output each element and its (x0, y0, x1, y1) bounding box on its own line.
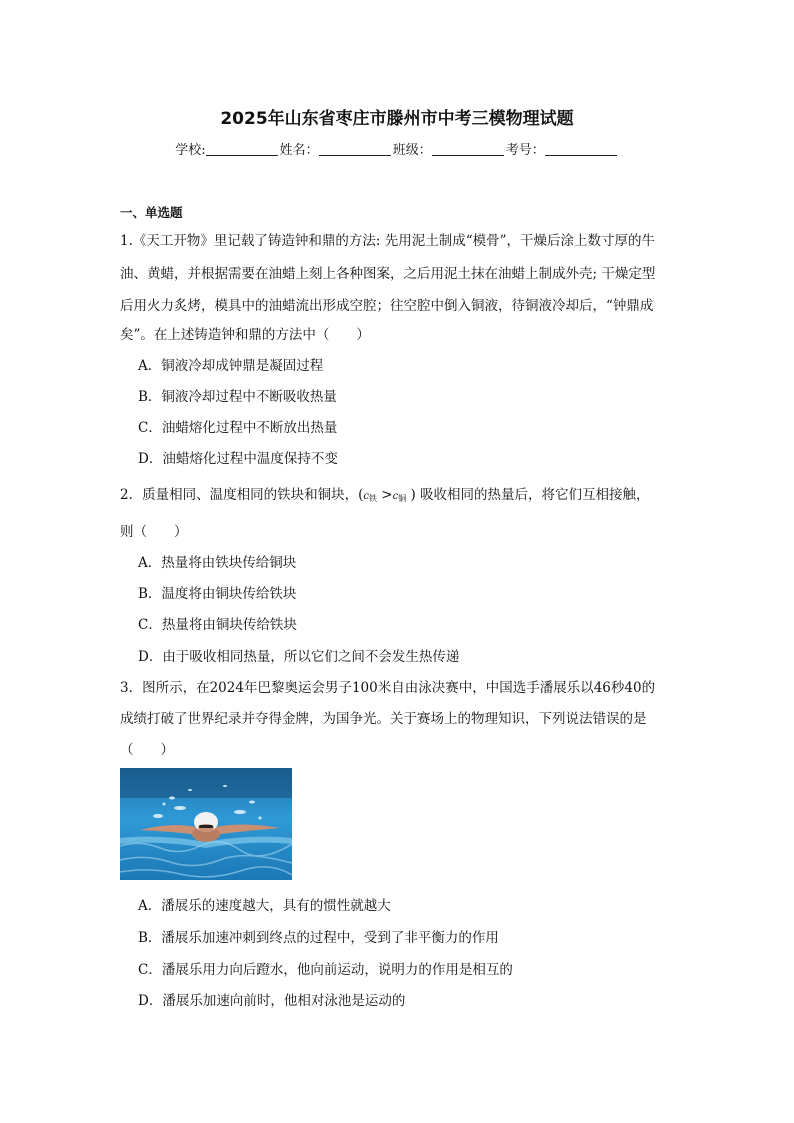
school-label: 学校: (175, 143, 206, 158)
q3-line-1: 3．图所示，在2024年巴黎奥运会男子100米自由泳决赛中，中国选手潘展乐以46秒40的 (120, 680, 656, 696)
class-label: 班级： (392, 143, 432, 158)
q3-line-2: 成绩打破了世界纪录并夺得金牌，为国争光。关于赛场上的物理知识，下列说法错误的是 (120, 711, 647, 727)
exam-no-label: 考号： (505, 143, 545, 158)
q2-option-a: A．热量将由铁块传给铜块 (138, 555, 297, 571)
section-heading: 一、单选题 (120, 205, 183, 220)
c-copper-subscript: 铜 (398, 494, 407, 503)
name-label: 姓名： (279, 143, 319, 158)
q3-line-3: （ ） (120, 742, 174, 758)
c-iron-subscript: 铁 (368, 494, 377, 503)
page-title: 2025年山东省枣庄市滕州市中考三模物理试题 (220, 109, 574, 129)
q1-option-b: B．铜液冷却过程中不断吸收热量 (138, 389, 337, 405)
q2-option-d: D．由于吸收相同热量，所以它们之间不会发生热传递 (138, 649, 460, 665)
q1-option-c: C．油蜡熔化过程中不断放出热量 (138, 420, 338, 436)
q3-option-c: C．潘展乐用力向后蹬水，他向前运动，说明力的作用是相互的 (138, 962, 513, 978)
q2-line-1 (120, 483, 680, 504)
q2-text-before: 2．质量相同、温度相同的铁块和铜块，( (120, 487, 364, 503)
q1-line-1: 1.《天工开物》里记载了铸造钟和鼎的方法: 先用泥土制成“模骨”，干燥后涂上数寸厚的牛 (120, 233, 656, 249)
q1-option-a: A．铜液冷却成钟鼎是凝固过程 (138, 358, 324, 374)
student-info-line (0, 139, 794, 158)
c-iron-symbol: c (363, 491, 369, 502)
q2-option-c: C．热量将由铜块传给铁块 (138, 617, 297, 633)
q2-line-2: 则（ ） (120, 524, 188, 540)
school-blank[interactable] (206, 143, 278, 156)
swimmer-photo (120, 768, 292, 880)
name-blank[interactable] (319, 143, 391, 156)
c-copper-symbol: c (392, 491, 399, 502)
q3-option-d: D．潘展乐加速向前时，他相对泳池是运动的 (138, 993, 406, 1009)
q1-line-4: 矣”。在上述铸造钟和鼎的方法中（ ） (120, 327, 370, 343)
goggles (199, 825, 213, 828)
q1-line-2: 油、黄蜡，并根据需要在油蜡上刻上各种图案，之后用泥土抹在油蜡上制成外壳; 干燥定型 (120, 266, 656, 282)
exam-no-blank[interactable] (545, 143, 617, 156)
q3-option-b: B．潘展乐加速冲刺到终点的过程中，受到了非平衡力的作用 (138, 930, 499, 946)
q2-text-after: ) 吸收相同的热量后，将它们互相接触， (406, 487, 650, 503)
q3-option-a: A．潘展乐的速度越大，具有的惯性就越大 (138, 898, 391, 914)
class-blank[interactable] (432, 143, 504, 156)
q2-option-b: B．温度将由铜块传给铁块 (138, 586, 297, 602)
greater-than: > (376, 487, 393, 503)
swimmer-illustration (120, 768, 292, 880)
q1-option-d: D．油蜡熔化过程中温度保持不变 (138, 451, 338, 467)
pool-wall (120, 768, 292, 798)
q1-line-3: 后用火力炙烤，模具中的油蜡流出形成空腔；往空腔中倒入铜液，待铜液冷却后，“钟鼎成 (120, 298, 654, 314)
